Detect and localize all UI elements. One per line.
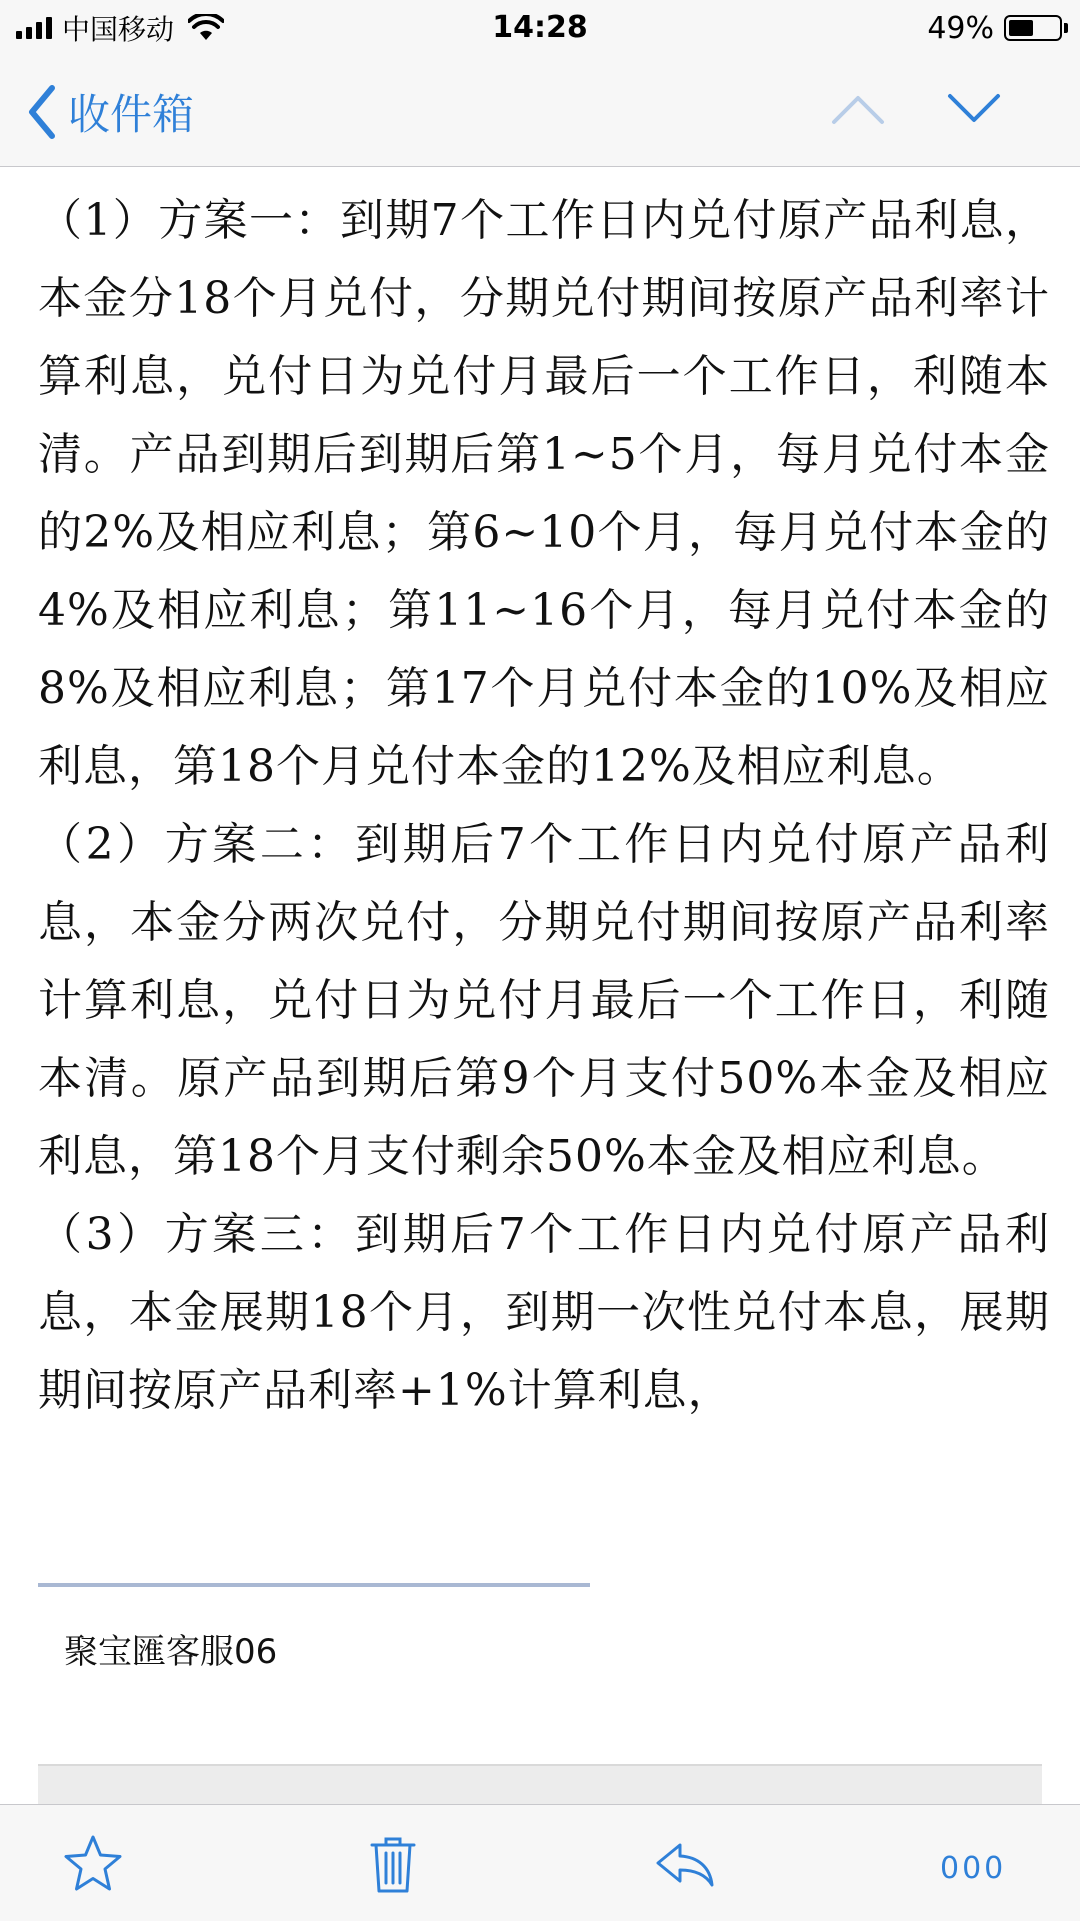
signature-text: 聚宝匯客服06	[64, 1632, 278, 1672]
reply-icon[interactable]	[654, 1833, 716, 1895]
chevron-up-icon[interactable]	[830, 90, 886, 128]
chevron-down-icon[interactable]	[946, 90, 1002, 128]
email-paragraph-1: （1）方案一：到期7个工作日内兑付原产品利息，本金分18个月兑付，分期兑付期间按原产品利率计算利息，兑付日为兑付月最后一个工作日，利随本清。产品到期后到期后第1~5个月，每月兑付本金的2%及相应利息；第6~10个月，每月兑付本金的4%及相应利息；第11~16个月，每月兑付本金的8%及相应利息；第17个月兑付本金的10%及相应利息，第18个月兑付本金的12%及相应利息。	[38, 195, 1050, 792]
battery-icon	[1004, 15, 1062, 41]
star-icon[interactable]	[62, 1833, 124, 1895]
quoted-message-block	[38, 1764, 1042, 1806]
back-label: 收件箱	[68, 90, 195, 139]
back-button[interactable]	[26, 82, 194, 142]
battery-fill	[1009, 20, 1033, 36]
signature-divider	[38, 1583, 590, 1587]
status-right	[927, 8, 1062, 48]
bottom-toolbar	[0, 1804, 1080, 1921]
email-paragraph-2: （2）方案二：到期后7个工作日内兑付原产品利息，本金分两次兑付，分期兑付期间按原产品利率计算利息，兑付日为兑付月最后一个工作日，利随本清。原产品到期后第9个月支付50%本金及相应利息，第18个月支付剩余50%本金及相应利息。	[38, 819, 1050, 1182]
email-paragraph-3: （3）方案三：到期后7个工作日内兑付原产品利息，本金展期18个月，到期一次性兑付本息，展期期间按原产品利率+1%计算利息，	[38, 1209, 1050, 1416]
status-bar	[0, 0, 1080, 56]
nav-bar	[0, 56, 1080, 167]
back-chevron-icon	[26, 84, 58, 140]
trash-icon[interactable]	[362, 1833, 424, 1895]
more-button[interactable]: 000	[940, 1851, 1007, 1886]
email-body	[38, 182, 1050, 1430]
carrier-label: 中国移动	[62, 13, 175, 46]
status-time: 14:28	[492, 10, 588, 45]
battery-percent: 49%	[927, 10, 994, 46]
